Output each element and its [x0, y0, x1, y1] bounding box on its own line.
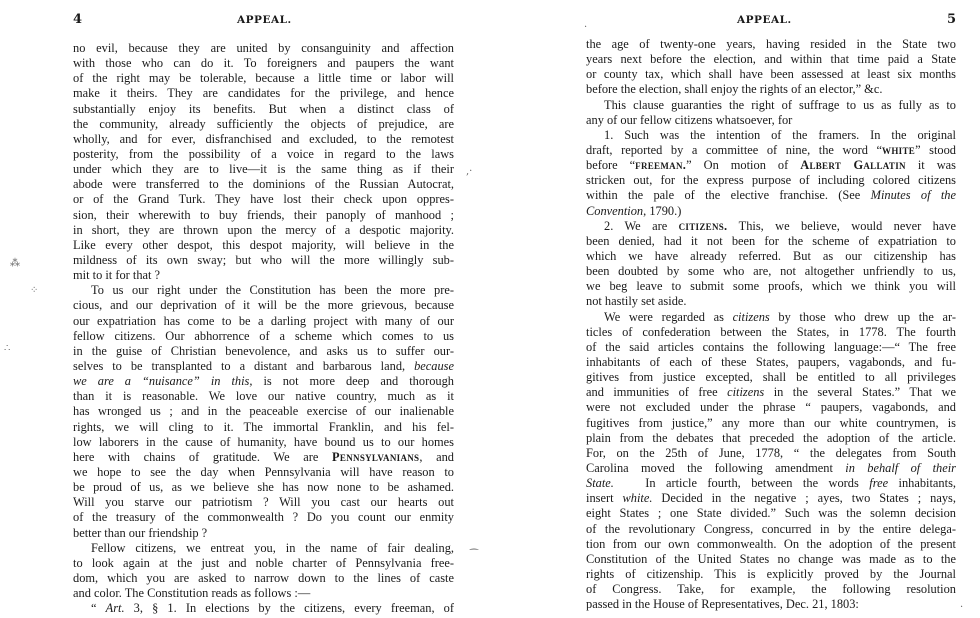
text-line: or of the Grand Turk. They have lost their check upon oppres-: [73, 192, 454, 207]
text-line: the community, already sufficiently the objects of prejudice, are: [73, 116, 454, 131]
text-line: in the guise of Christian benevolence, and asks us to suffer our-: [73, 343, 454, 358]
text-line: [73, 359, 454, 374]
text-line: and color. The Constitution reads as follows :—: [73, 586, 311, 601]
text-run: , 1790.): [643, 203, 682, 218]
text-run: 3, § 1.: [124, 601, 186, 616]
paragraph-start: [586, 310, 956, 325]
text-line: in short, they are thrown upon the mercy of a despotic majority.: [73, 222, 454, 237]
text-run: inhabitants,: [888, 476, 956, 491]
text-run: is not more deep and thorough: [252, 374, 454, 389]
italic-text: Art.: [105, 601, 125, 616]
text-line: [586, 476, 956, 491]
small-caps-text: citizens.: [678, 218, 728, 233]
text-line: no evil, because they are united by consanguinity and affection: [73, 41, 454, 55]
text-run: within the pale of the elective franchise. (See: [586, 188, 861, 203]
text-run: draft, reported by a committee of nine, the word “: [586, 142, 883, 157]
text-line: fellow citizens. Our abhorrence of a scheme which comes to us: [73, 328, 454, 343]
text-line: with those who can do it. To foreigners and paupers the want: [73, 56, 454, 71]
text-line: passed in the House of Representatives, Dec. 21, 1803:: [586, 597, 859, 612]
text-line: of the revolutionary Congress, concurred in by the entire delega-: [586, 521, 956, 536]
paragraph-start: [586, 219, 956, 234]
text-line: been doubted by some who are, not altogether unfriendly to us,: [586, 264, 956, 279]
text-line: [586, 158, 956, 173]
text-line: eight States ; one State divided.” Such was the solemn decision: [586, 506, 956, 521]
text-run: 2. We are: [604, 218, 668, 233]
text-run: and immunities of free: [586, 385, 718, 400]
italic-text: white.: [622, 491, 653, 506]
text-line: wholly, and for ever, disfranchised and excluded, to the remotest: [73, 131, 454, 146]
italic-text: free: [869, 476, 889, 491]
text-line: under which they are to live—it is the same thing as if their: [73, 162, 454, 177]
text-line: inhabitants of each of these States, paupers, vagabonds, and fu-: [586, 354, 956, 369]
scan-speck: ·: [584, 22, 588, 33]
paragraph-start: To us our right under the Constitution has been the more pre-: [91, 283, 454, 298]
text-line: rights, we will cling to it. The immortal Franklin, and his fel-: [73, 419, 454, 434]
text-line: mit to it for that ?: [73, 268, 161, 283]
italic-text: citizens: [732, 309, 770, 324]
text-line: low laborers in the cause of humanity, have bound us to our homes: [73, 434, 454, 449]
text-line: of Congress. Take, for example, the following resolution: [586, 582, 956, 597]
text-line: plain from the debates that preceded the adoption of the article.: [586, 430, 956, 445]
text-run: In elections by the citizens, every freeman, of: [185, 601, 454, 616]
small-caps-text: freeman.: [635, 158, 687, 173]
text-line: [586, 188, 956, 203]
text-run: , and: [419, 449, 454, 464]
small-caps-text: Pennsylvanians: [332, 449, 420, 464]
text-line: years next before the election, and within that time paid a State: [586, 52, 956, 67]
text-line: the age of twenty-one years, having resided in the State two: [586, 37, 956, 51]
text-run: “: [91, 601, 106, 616]
text-line: abode were transferred to the dominions of the Russian Autocrat,: [73, 177, 454, 192]
running-head: APPEAL.: [237, 14, 292, 26]
text-run: ” stood: [915, 142, 956, 157]
text-line: fugitives from justice,” any more than our white countrymen, is: [586, 415, 956, 430]
text-line: [73, 450, 454, 465]
scan-speck: ⁂: [10, 258, 20, 269]
text-line: we hope to see the day when Pennsylvania will have reason to: [73, 464, 454, 479]
text-line: better than our friendship ?: [73, 525, 208, 540]
text-line: which we have already referred. But as our citizenship has: [586, 248, 956, 263]
text-line: of the right may be tolerable, because a little time or labor will: [73, 71, 454, 86]
italic-text: in behalf of their: [832, 460, 956, 475]
text-line: were not excluded under the phrase “ paupers, vagabonds, and: [586, 400, 956, 415]
quote-start: [73, 601, 454, 616]
text-line: our expatriation has come to be a darling project with many of our: [73, 313, 454, 328]
body-text: [73, 41, 454, 616]
text-run: This, we believe, would never have: [727, 218, 956, 233]
paragraph-start: This clause guaranties the right of suffrage to us as fully as to: [604, 97, 956, 112]
text-line: gitives from justice excepted, shall be entitled to all privileges: [586, 370, 956, 385]
text-run: Carolina moved the following amendment: [586, 460, 833, 475]
running-head: APPEAL.: [737, 14, 792, 26]
body-text: [586, 37, 956, 612]
text-line: or county tax, which shall have been assessed at least six months: [586, 67, 956, 82]
text-line: mildness of its own sway; but who will the more willingly sub-: [73, 252, 454, 267]
text-line: make it theirs. They are candidates for the privilege, and hence: [73, 86, 454, 101]
text-run: before “: [586, 158, 636, 173]
text-line: substantially enjoy its benefits. But when a distinct class of: [73, 101, 454, 116]
scan-speck: ,·: [466, 166, 473, 177]
small-caps-text: Albert Gallatin: [800, 158, 906, 173]
page-number: 4: [73, 12, 83, 27]
italic-text: State.: [586, 476, 614, 491]
text-line: we beg leave to submit some proofs, which we think you will: [586, 279, 956, 294]
text-line: For, on the 25th of June, 1778, “ the delegates from South: [586, 445, 956, 460]
text-line: rights of citizenship. This is explicitly proved by the Journal: [586, 566, 956, 581]
text-line: [586, 491, 956, 506]
text-line: not hastily set aside.: [586, 294, 687, 309]
scan-speck: ·: [960, 602, 964, 613]
text-line: [586, 143, 956, 158]
page-number: 5: [947, 12, 957, 27]
scan-speck: ∴: [4, 343, 11, 354]
text-line: before the election, shall enjoy the rights of an elector,” &c.: [586, 82, 883, 97]
text-line: of the said articles contains the following language:—“ The free: [586, 339, 956, 354]
text-run: by those who drew up the ar-: [769, 309, 956, 324]
text-line: be proud of us, as we believe she has now none to be ashamed.: [73, 480, 454, 495]
text-line: tion from our own commonwealth. On the adoption of the present: [586, 536, 956, 551]
text-line: than it is reasonable. We love our native country, much as it: [73, 389, 454, 404]
text-run: it was: [905, 158, 956, 173]
text-run: We were regarded as: [604, 309, 724, 324]
text-run: here with chains of gratitude. We are: [73, 449, 319, 464]
small-caps-text: white: [882, 142, 916, 157]
italic-text: because: [414, 358, 454, 373]
text-run: In article fourth, between the words: [645, 476, 859, 491]
text-line: Like every other despot, this despot majority, will believe in the: [73, 237, 454, 252]
scan-speck: ⁀: [470, 550, 479, 561]
text-line: [73, 374, 454, 389]
text-run: selves to be transplanted to a distant and barbarous land,: [73, 358, 406, 373]
text-line: to look again at the just and noble charter of Pennsylvania free-: [73, 555, 454, 570]
text-line: has wronged us ; and in the peaceable exercise of our inalienable: [73, 404, 454, 419]
text-line: Constitution of the United States no change was made as to the: [586, 551, 956, 566]
text-line: Will you starve our patriotism ? Will you cast our hearts out: [73, 495, 454, 510]
text-line: [586, 204, 956, 219]
paragraph-start: Fellow citizens, we entreat you, in the name of fair dealing,: [91, 540, 454, 555]
text-line: been denied, had it not been for the scheme of expatriation to: [586, 233, 956, 248]
italic-text: Convention: [586, 203, 644, 218]
text-line: posterity, from the possibility of a voice in regard to the laws: [73, 146, 454, 161]
text-line: cious, and our deprivation of it will be the more grievous, because: [73, 298, 454, 313]
text-run: insert: [586, 491, 614, 506]
text-line: dom, which you are asked to narrow down to the lines of caste: [73, 570, 454, 585]
text-run: Decided in the negative ; ayes, two States ; nays,: [652, 491, 956, 506]
italic-text: Minutes of the: [870, 188, 957, 203]
text-line: [586, 385, 956, 400]
text-line: sion, their wherewith to buy friends, their panoply of manhood ;: [73, 207, 454, 222]
text-line: ticles of confederation between the States, in 1778. The fourth: [586, 324, 956, 339]
text-line: stricken out, for the express purpose of including colored citizens: [586, 173, 956, 188]
text-line: [586, 461, 956, 476]
italic-text: citizens: [727, 385, 765, 400]
italic-text: we are a “nuisance” in this,: [73, 374, 253, 389]
paragraph-start: 1. Such was the intention of the framers. In the original: [604, 127, 956, 142]
scan-speck: ⁘: [30, 285, 39, 296]
text-run: in the several States.” That we: [764, 385, 956, 400]
text-run: ” On motion of: [686, 158, 801, 173]
text-line: any of our fellow citizens whatsoever, for: [586, 112, 793, 127]
text-line: of the treasury of the commonwealth ? Do you count our enmity: [73, 510, 454, 525]
right-page-5: [490, 0, 980, 618]
